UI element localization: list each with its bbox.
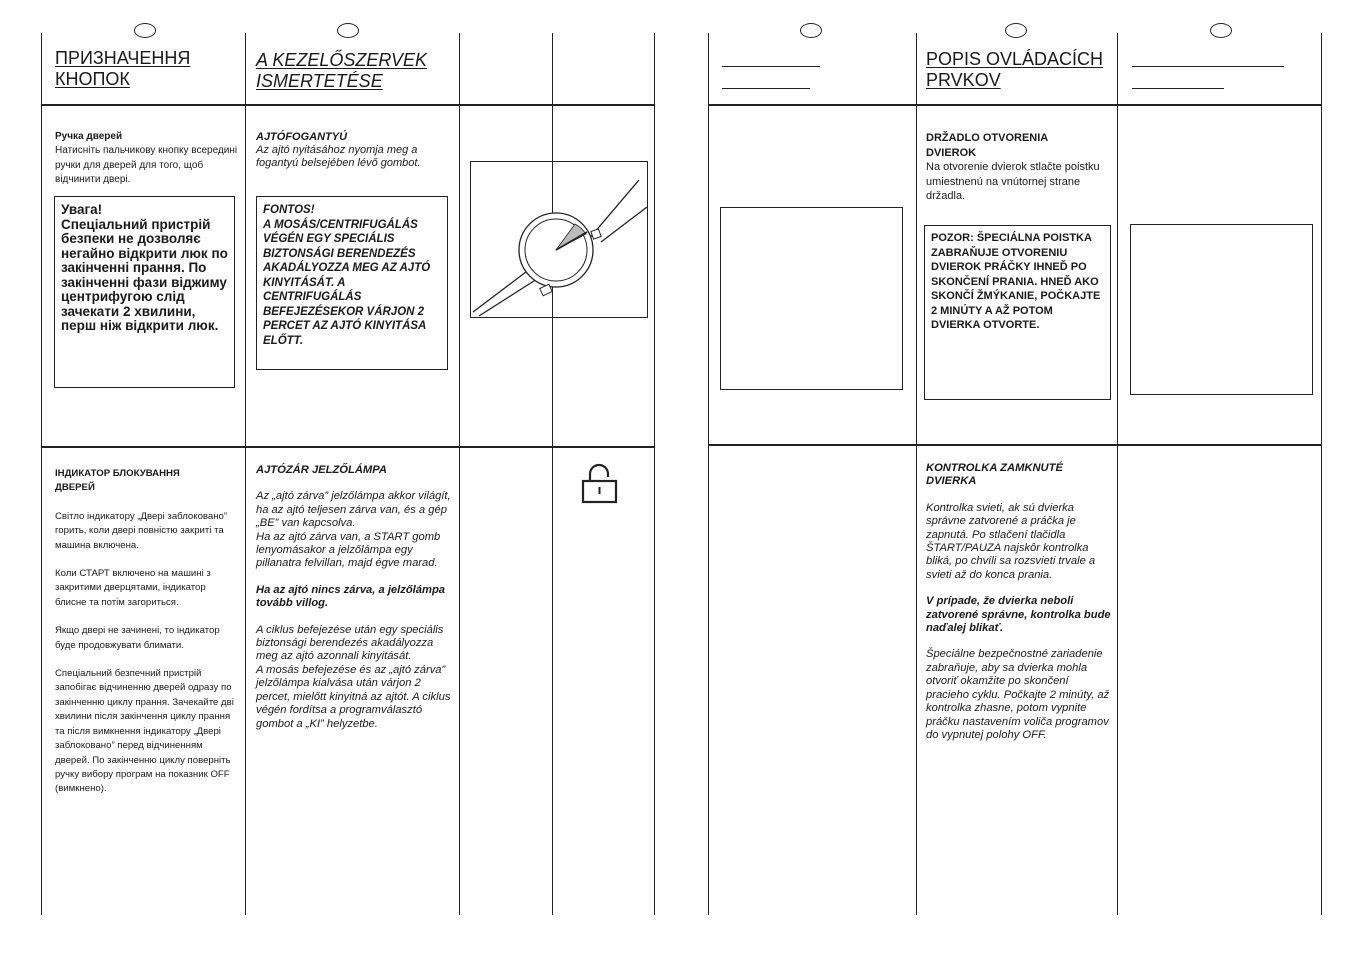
hu-door-handle-body: Az ajtó nyitásához nyomja meg a fogantyú belsejében lévő gombot.: [256, 144, 421, 169]
language-marker-blank-right: [1210, 23, 1232, 38]
hu-door-lock-p4: A ciklus befejezése után egy speciális biztonsági berendezés akadályozza meg az ajtó azonnali kinyitását.: [256, 623, 444, 663]
sk-warning-box: [924, 225, 1111, 400]
ua-door-handle-text: [55, 130, 245, 188]
ua-door-lock-text: [55, 467, 235, 797]
ua-warning-title: Увага!: [61, 202, 103, 217]
hu-door-lock-heading: AJTÓZÁR JELZŐLÁMPA: [256, 464, 387, 476]
blank-text-box-left: [720, 207, 903, 390]
column-rule: [1117, 33, 1118, 915]
sk-section-title: POPIS OVLÁDACÍCH PRVKOV: [926, 49, 1104, 90]
padlock-icon: [581, 463, 619, 505]
sk-door-lock-p1: Kontrolka svieti, ak sú dvierka správne zatvorené a práčka je zapnutá. Po stlačení tlačidla ŠTART/PAUZA najskôr kontrolka bliká, po chvíli sa rozsvieti trvale a svieti až do konca prania.: [926, 501, 1096, 581]
sk-door-lock-text: [926, 462, 1112, 742]
sk-door-handle-text: [926, 131, 1114, 204]
column-rule: [245, 33, 246, 915]
sk-door-handle-body: Na otvorenie dvierok stlačte poistku umiestnenú na vnútornej strane držadla.: [926, 161, 1100, 202]
hu-door-lock-p3: Ha az ajtó nincs zárva, a jelzőlámpa tovább villog.: [256, 583, 446, 610]
ua-warning-box: [54, 196, 235, 388]
row-rule: [41, 104, 655, 106]
hu-door-handle-text: [256, 131, 456, 170]
column-rule: [654, 33, 655, 915]
ua-door-lock-p4: Спеціальний безпечний пристрій запобігає відчиненню дверей одразу по закінченню циклу прання. Зачекайте дві хвилини після закінчення циклу прання та після вимкнення індикатору „Двері заблоковано” перед відчиненням дверей. По закінченню циклу поверніть ручку вибору програм на показник OFF (вимкнено).: [55, 668, 234, 795]
column-rule: [1321, 33, 1322, 915]
hu-warning-box: [256, 196, 448, 370]
blank-title-line: [1132, 88, 1224, 89]
row-rule: [708, 444, 1322, 446]
hu-door-lock-p1: Az „ajtó zárva” jelzőlámpa akkor világít, ha az ajtó teljesen zárva van, és a gép „BE” van kapcsolva.: [256, 490, 451, 530]
sk-door-lock-p2: V prípade, že dvierka neboli zatvorené správne, kontrolka bude naďalej blikať.: [926, 595, 1111, 635]
blank-title-line: [722, 66, 820, 67]
blank-title-line: [722, 88, 810, 89]
door-handle-drawing: [471, 162, 647, 317]
language-marker-sk: [1005, 23, 1027, 38]
hu-door-lock-p2: Ha az ajtó zárva van, a START gomb lenyomásakor a jelzőlámpa egy pillanatra felvillan, majd égve marad.: [256, 530, 441, 570]
column-rule: [916, 33, 917, 915]
ua-section-title: ПРИЗНАЧЕННЯ КНОПОК: [55, 48, 191, 89]
door-handle-illustration: [470, 161, 648, 318]
ua-door-lock-p3: Якщо двері не зачинені, то індикатор буде продовжувати блимати.: [55, 625, 220, 651]
hu-door-handle-heading: AJTÓFOGANTYÚ: [256, 131, 348, 143]
row-rule: [41, 446, 655, 448]
sk-door-lock-heading: KONTROLKA ZAMKNUTÉ DVIERKA: [926, 462, 1063, 488]
hu-door-lock-p5: A mosás befejezése és az „ajtó zárva” jelzőlámpa kialvása után várjon 2 percet, mielőtt kinyitná az ajtót. A ciklus végén fordítsa a programválasztó gombot a „KI” helyzetbe.: [256, 663, 451, 730]
column-rule: [41, 33, 42, 915]
language-marker-ua: [134, 23, 156, 38]
row-rule: [708, 104, 1322, 106]
blank-title-line: [1132, 66, 1284, 67]
sk-warning-body: POZOR: ŠPECIÁLNA POISTKA ZABRAŇUJE OTVORENIU DVIEROK PRÁČKY IHNEĎ PO SKONČENÍ PRANIA. HNEĎ AKO SKONČÍ ŽMÝKANIE, POČKAJTE 2 MINÚTY A AŽ POTOM DVIERKA OTVORTE.: [931, 232, 1101, 331]
ua-door-handle-heading: Ручка дверей: [55, 131, 123, 142]
hu-door-lock-text: [256, 464, 452, 731]
ua-warning-body: Спеціальний пристрій безпеки не дозволяє негайно відкрити люк по закінченні прання. По закінченні фази віджиму центрифугою слід зачекати 2 хвилини, перш ніж відкрити люк.: [61, 216, 228, 333]
column-rule: [708, 33, 709, 915]
blank-text-box-right: [1130, 224, 1313, 395]
language-marker-blank-left: [800, 23, 822, 38]
hu-warning-body: A MOSÁS/CENTRIFUGÁLÁS VÉGÉN EGY SPECIÁLIS BIZTONSÁGI BERENDEZÉS AKADÁLYOZZA MEG AZ AJTÓ KINYITÁSÁT. A CENTRIFUGÁLÁS BEFEJEZÉSEKOR VÁRJON 2 PERCET AZ AJTÓ KINYITÁSA ELŐTT.: [263, 218, 431, 347]
hu-section-title: A KEZELŐSZERVEK ISMERTETÉSE: [256, 50, 428, 91]
language-marker-hu: [337, 23, 359, 38]
ua-door-lock-p2: Коли СТАРТ включено на машині з закритими дверцятами, індикатор блисне та потім загориться.: [55, 568, 211, 608]
column-rule: [459, 33, 460, 915]
hu-warning-title: FONTOS!: [263, 204, 315, 216]
sk-door-lock-p3: Špeciálne bezpečnostné zariadenie zabraňuje, aby sa dvierka mohla otvoriť okamžite po skončení pracieho cyklu. Počkajte 2 minúty, až kontrolka zhasne, potom vypnite práčku nastavením voliča programov do vypnutej polohy OFF.: [926, 648, 1110, 741]
ua-door-lock-heading: ІНДИКАТОР БЛОКУВАННЯ ДВЕРЕЙ: [55, 468, 180, 494]
sk-door-handle-heading: DRŽADLO OTVORENIA DVIEROK: [926, 132, 1048, 159]
ua-door-lock-p1: Світло індикатору „Двері заблоковано” горить, коли двері повністю закриті та машина включена.: [55, 510, 228, 551]
ua-door-handle-body: Натисніть пальчикову кнопку всередині ручки для дверей для того, щоб відчинити двері.: [55, 145, 238, 186]
